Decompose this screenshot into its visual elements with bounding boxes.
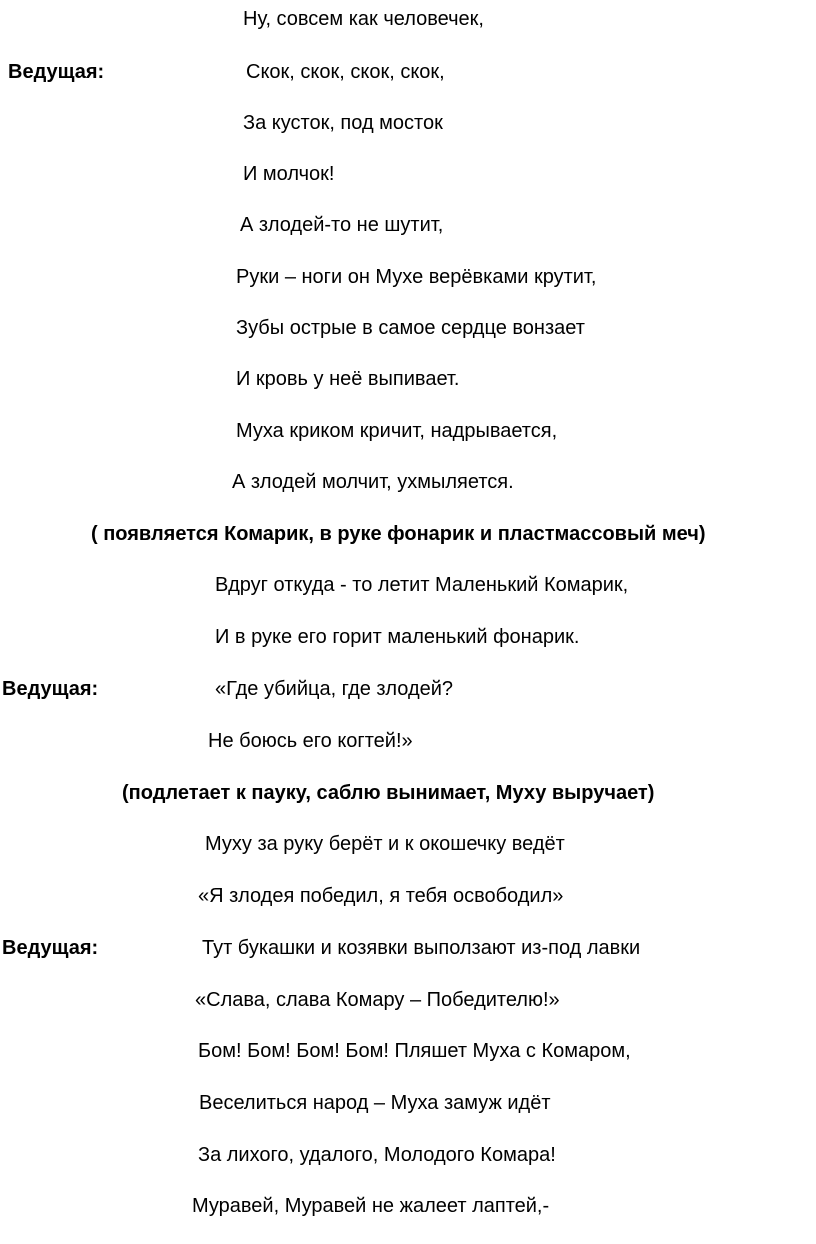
verse-line: Ну, совсем как человечек, — [243, 8, 484, 30]
verse-line: Вдруг откуда - то летит Маленький Комарик, — [215, 574, 629, 596]
stage-direction: (подлетает к пауку, саблю вынимает, Муху выручает) — [122, 782, 655, 804]
stage-direction: ( появляется Комарик, в руке фонарик и пластмассовый меч) — [91, 523, 706, 545]
verse-line: Скок, скок, скок, скок, — [246, 61, 445, 83]
verse-line: «Где убийца, где злодей? — [215, 678, 454, 700]
verse-line: Тут букашки и козявки выползают из-под лавки — [202, 937, 641, 959]
verse-line: «Слава, слава Комару – Победителю!» — [195, 989, 560, 1011]
verse-line: И молчок! — [243, 163, 335, 185]
speaker-label: Ведущая: — [8, 61, 105, 83]
speaker-label: Ведущая: — [2, 937, 99, 959]
verse-line: Не боюсь его когтей!» — [208, 730, 413, 752]
verse-line: Муравей, Муравей не жалеет лаптей,- — [192, 1195, 550, 1217]
verse-line: За лихого, удалого, Молодого Комара! — [198, 1144, 556, 1166]
verse-line: За кусток, под мосток — [243, 112, 443, 134]
verse-line: И кровь у неё выпивает. — [236, 368, 460, 390]
verse-line: Бом! Бом! Бом! Бом! Пляшет Муха с Комаром, — [198, 1040, 631, 1062]
verse-line: А злодей-то не шутит, — [240, 214, 444, 236]
verse-line: Веселиться народ – Муха замуж идёт — [199, 1092, 551, 1114]
verse-line: Зубы острые в самое сердце вонзает — [236, 317, 585, 339]
speaker-label: Ведущая: — [2, 678, 99, 700]
verse-line: А злодей молчит, ухмыляется. — [232, 471, 514, 493]
verse-line: И в руке его горит маленький фонарик. — [215, 626, 580, 648]
verse-line: Руки – ноги он Мухе верёвками крутит, — [236, 266, 597, 288]
verse-line: Муху за руку берёт и к окошечку ведёт — [205, 833, 565, 855]
verse-line: «Я злодея победил, я тебя освободил» — [198, 885, 564, 907]
verse-line: Муха криком кричит, надрывается, — [236, 420, 558, 442]
